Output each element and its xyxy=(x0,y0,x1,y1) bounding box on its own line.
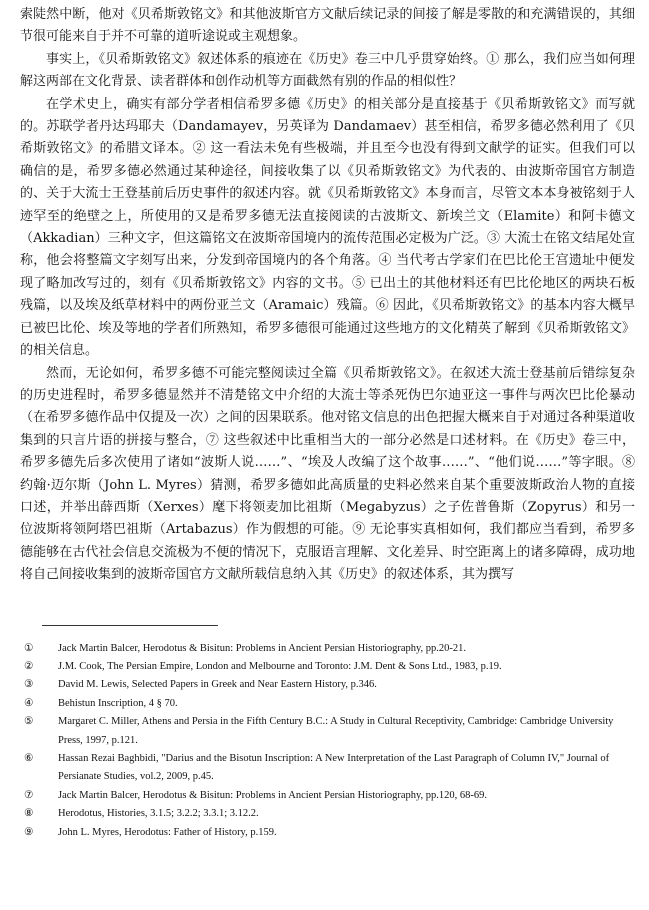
footnote-number: ② xyxy=(24,660,34,672)
footnote-text: Behistun Inscription, 4 § 70. xyxy=(58,697,178,709)
footnote xyxy=(20,750,635,787)
paragraph: 索陡然中断，他对《贝希斯敦铭文》和其他波斯官方文献后续记录的间接了解是零散的和充满错误的，其细节很可能来自于并不可靠的道听途说或主观想象。 xyxy=(20,7,635,45)
paragraph: 在学术史上，确实有部分学者相信希罗多德《历史》的相关部分是直接基于《贝希斯敦铭文》而写就的。苏联学者丹达玛耶夫（Dandamayev，另英译为 Dandamaev）甚至相信，希罗多德必然利用了《贝希斯敦铭文》的希腊文译本。② 这一看法未免有些极端，并且至今也没有得到文献学的证实。但我们可以确信的是，希罗多德必然通过某种途径，间接收集了以《贝希斯敦铭文》为代表的、由波斯帝国官方制造的、关于大流士王登基前后历史事件的叙述内容。就《贝希斯敦铭文》本身而言，尽管文本本身被铭刻于人迹罕至的绝壁之上，所使用的又是希罗多德无法直接阅读的古波斯文、新埃兰文（Elamite）和阿卡德文（Akkadian）三种文字，但这篇铭文在波斯帝国境内的流传范围必定极为广泛。③ 大流士在铭文结尾处宣称，他会将整篇文字刻写出来，分发到帝国境内的各个角落。④ 当代考古学家们在巴比伦王宫遗址中便发现了略加改写过的，刻有《贝希斯敦铭文》内容的文书。⑤ 已出土的其他材料还有巴比伦地区的两块石板残篇，以及埃及纸草材料中的两份亚兰文（Aramaic）残篇。⑥ 因此，《贝希斯敦铭文》的基本内容大概早已被巴比伦、埃及等地的学者们所熟知，希罗多德很可能通过这些地方的文化精英了解到《贝希斯敦铭文》的相关信息。 xyxy=(20,96,635,359)
footnote-text: Herodotus, Histories, 3.1.5; 3.2.2; 3.3.1; 3.12.2. xyxy=(58,808,259,820)
paragraph: 事实上，《贝希斯敦铭文》叙述体系的痕迹在《历史》卷三中几乎贯穿始终。① 那么，我们应当如何理解这两部在文化背景、读者群体和创作动机等方面截然有别的作品的相似性？ xyxy=(20,51,635,90)
footnote xyxy=(20,824,635,842)
footnote-list xyxy=(20,640,635,842)
footnote-text: John L. Myres, Herodotus: Father of History, p.159. xyxy=(58,826,277,838)
footnote xyxy=(20,787,635,805)
footnote-divider xyxy=(42,625,218,626)
footnote-text: Jack Martin Balcer, Herodotus & Bisitun: Problems in Ancient Persian Historiography, pp.120, 68-69. xyxy=(58,789,488,801)
body-text xyxy=(20,4,635,587)
footnote xyxy=(20,640,635,658)
paragraph: 然而，无论如何，希罗多德不可能完整阅读过全篇《贝希斯敦铭文》。在叙述大流士登基前后错综复杂的历史进程时，希罗多德显然并不清楚铭文中介绍的大流士等杀死伪巴尔迪亚这一事件与两次巴比伦暴动（在希罗多德作品中仅提及一次）之间的因果联系。他对铭文信息的出色把握大概来自于对通过各种渠道收集到的只言片语的拼接与整合，⑦ 这些叙述中比重相当大的一部分必然是口述材料。在《历史》卷三中，希罗多德先后多次使用了诸如“波斯人说……”、“埃及人改编了这个故事……”、“他们说……”等字眼。⑧ 约翰·迈尔斯（John L. Myres）猜测，希罗多德如此高质量的史料必然来自某个重要波斯政治人物的直接口述，并举出薛西斯（Xerxes）麾下将领麦加比祖斯（Megabyzus）之子佐普鲁斯（Zopyrus）和另一位波斯将领阿塔巴祖斯（Artabazus）作为假想的可能。⑨ 无论事实真相如何，我们都应当看到，希罗多德能够在古代社会信息交流极为不便的情况下，克服语言理解、文化差异、时空距离上的诸多障碍，成功地将自己间接收集到的波斯帝国官方文献所载信息纳入其《历史》的叙述体系，其为撰写 xyxy=(20,365,635,583)
footnote-number: ⑥ xyxy=(24,753,34,764)
footnote xyxy=(20,695,635,713)
footnote-number: ⑨ xyxy=(24,826,34,838)
footnote-number: ⑦ xyxy=(24,789,34,801)
footnote-number: ④ xyxy=(24,697,34,709)
footnote-number: ⑧ xyxy=(24,808,34,820)
footnote xyxy=(20,805,635,823)
footnote xyxy=(20,658,635,676)
footnote-number: ⑤ xyxy=(24,716,34,728)
footnote xyxy=(20,676,635,694)
footnote-text: J.M. Cook, The Persian Empire, London and Melbourne and Toronto: J.M. Dent & Sons Ltd., 1983, p.19. xyxy=(58,660,502,672)
footnote-text: David M. Lewis, Selected Papers in Greek and Near Eastern History, p.346. xyxy=(58,679,377,691)
footnote-number: ① xyxy=(24,642,34,654)
footnote-text: Margaret C. Miller, Athens and Persia in the Fifth Century B.C.: A Study in Cultural Receptivity, Cambridge: Cambridge University Press, 1997, p.121. xyxy=(58,716,614,746)
footnote-text: Hassan Rezai Baghbidi, "Darius and the Bisotun Inscription: A New Interpretation of the Last Paragraph of Column IV," Journal of Persianate Studies, vol.2, 2009, p.45. xyxy=(58,753,610,783)
footnote xyxy=(20,713,635,750)
footnote-text: Jack Martin Balcer, Herodotus & Bisitun: Problems in Ancient Persian Historiography, pp.20-21. xyxy=(58,642,467,654)
footnote-number: ③ xyxy=(24,679,34,691)
